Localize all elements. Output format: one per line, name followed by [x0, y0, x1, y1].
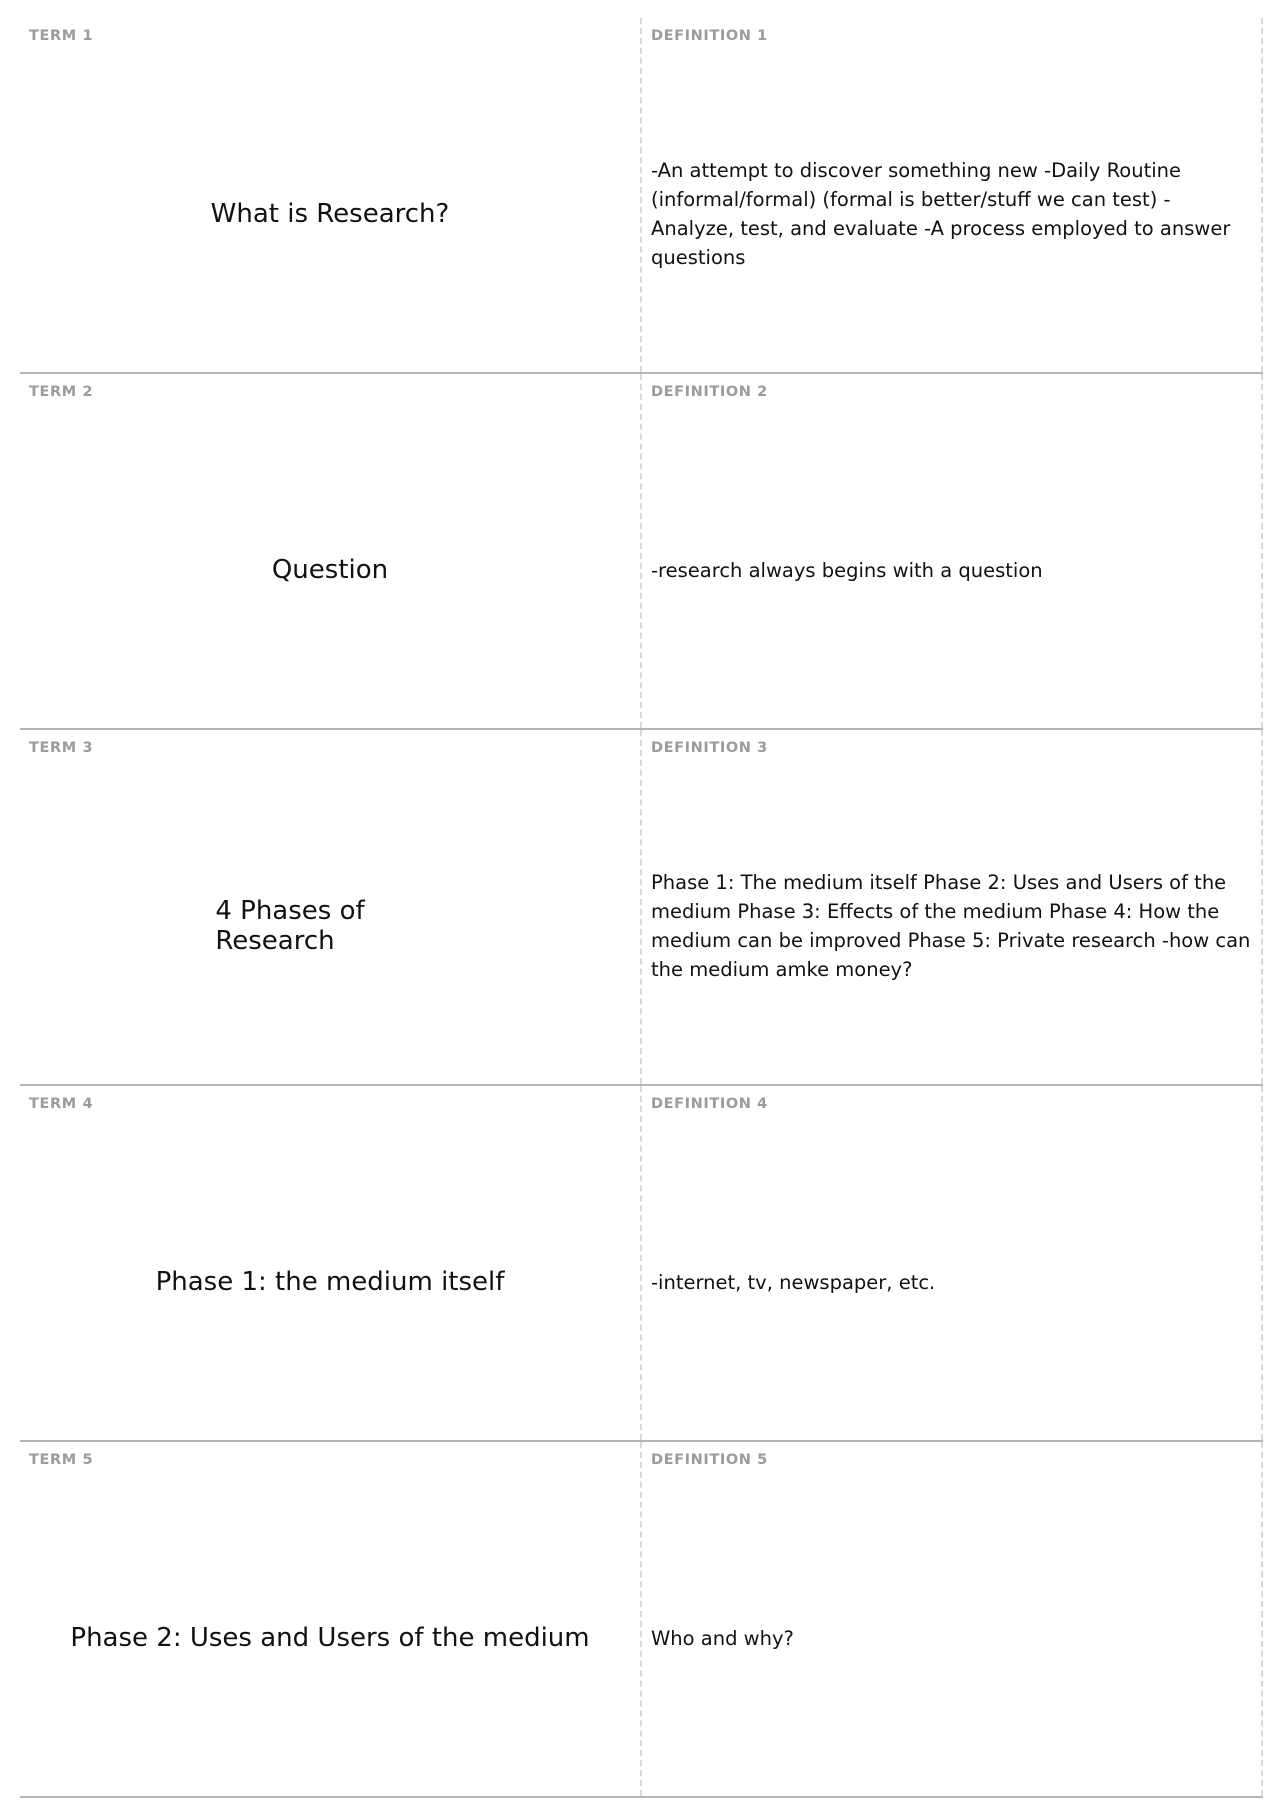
definition-text: Who and why?: [651, 1626, 794, 1650]
term-text: What is Research?: [210, 199, 450, 229]
definition-body: [651, 56, 1253, 372]
flashcard-row: [20, 374, 1263, 730]
definition-cell: [642, 374, 1263, 728]
flashcard-row: [20, 1086, 1263, 1442]
flashcard-row: [20, 18, 1263, 374]
definition-text: Phase 1: The medium itself Phase 2: Uses and Users of the medium Phase 3: Effects of the medium Phase 4: How the medium can be improved Phase 5: Private research -how can the medium amke money?: [651, 871, 1251, 981]
term-text: Phase 2: Uses and Users of the medium: [70, 1623, 590, 1653]
definition-cell: [642, 18, 1263, 372]
flashcard-row: [20, 1442, 1263, 1798]
term-text: Phase 1: the medium itself: [155, 1267, 505, 1297]
term-cell: [20, 18, 642, 372]
definition-text: -An attempt to discover something new -Daily Routine (informal/formal) (formal is better/stuff we can test) -Analyze, test, and evaluate -A process employed to answer questions: [651, 159, 1231, 269]
term-body: [20, 1480, 640, 1796]
definition-body: [651, 412, 1253, 728]
definition-text: -internet, tv, newspaper, etc.: [651, 1270, 936, 1294]
term-body: [20, 56, 640, 372]
term-label: TERM 1: [29, 28, 94, 44]
term-body: [20, 768, 640, 1084]
definition-label: DEFINITION 5: [651, 1452, 768, 1468]
term-label: TERM 2: [29, 384, 94, 400]
definition-body: [651, 1124, 1253, 1440]
term-cell: [20, 374, 642, 728]
definition-body: [651, 1480, 1253, 1796]
definition-text: -research always begins with a question: [651, 558, 1043, 582]
definition-label: DEFINITION 1: [651, 28, 768, 44]
definition-cell: [642, 730, 1263, 1084]
term-body: [20, 412, 640, 728]
term-text: 4 Phases of Research: [215, 896, 365, 956]
term-cell: [20, 1086, 642, 1440]
term-text: Question: [271, 555, 389, 585]
term-cell: [20, 1442, 642, 1796]
term-cell: [20, 730, 642, 1084]
flashcard-row: [20, 730, 1263, 1086]
definition-cell: [642, 1442, 1263, 1796]
term-label: TERM 4: [29, 1096, 94, 1112]
definition-label: DEFINITION 2: [651, 384, 768, 400]
definition-body: [651, 768, 1253, 1084]
term-body: [20, 1124, 640, 1440]
term-label: TERM 5: [29, 1452, 94, 1468]
definition-label: DEFINITION 4: [651, 1096, 768, 1112]
definition-label: DEFINITION 3: [651, 740, 768, 756]
definition-cell: [642, 1086, 1263, 1440]
term-label: TERM 3: [29, 740, 94, 756]
flashcard-sheet: [20, 18, 1263, 1798]
